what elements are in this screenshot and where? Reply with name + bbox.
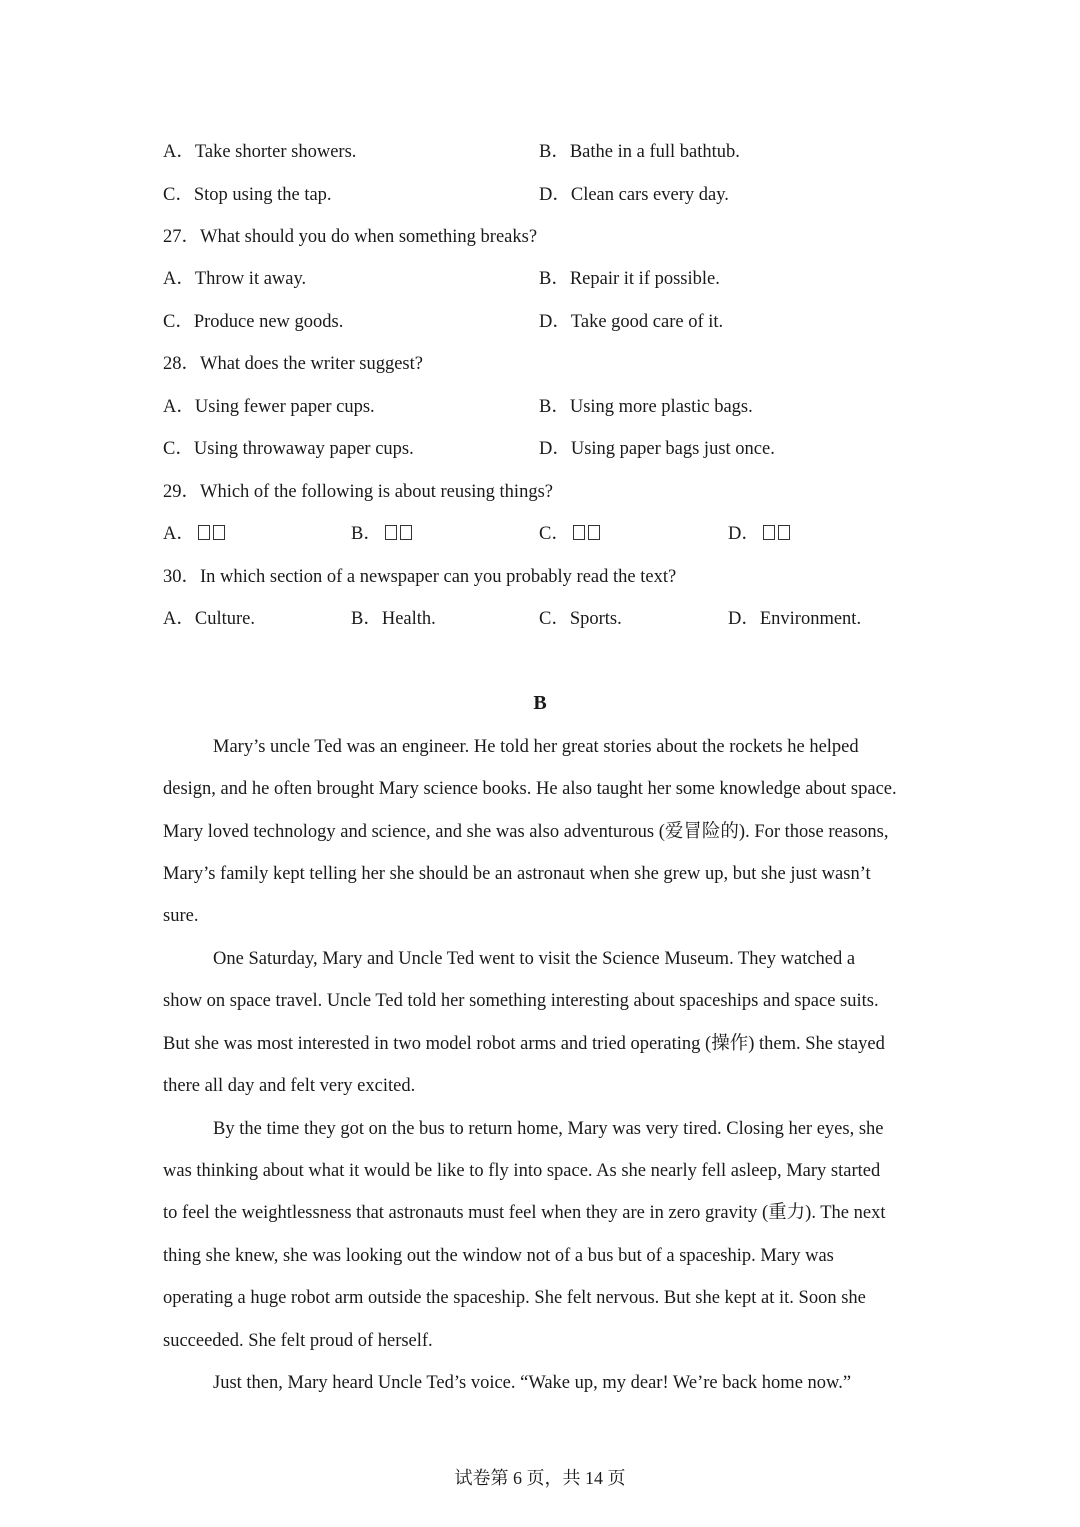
passage-line: to feel the weightlessness that astronauts must feel when they are in zero gravity (重力). The next (163, 1203, 886, 1223)
missing-glyph-icon (778, 525, 790, 540)
q30-option-d: D．Environment. (728, 609, 862, 629)
q27-option-b: B．Repair it if possible. (539, 269, 720, 289)
question-30: 30．In which section of a newspaper can you probably read the text? (163, 567, 677, 587)
q27-option-d: D．Take good care of it. (539, 312, 724, 332)
passage-line: Mary’s family kept telling her she should be an astronaut when she grew up, but she just wasn’t (163, 864, 871, 884)
q26-option-c: C．Stop using the tap. (163, 185, 332, 205)
passage-line: Just then, Mary heard Uncle Ted’s voice. “Wake up, my dear! We’re back home now.” (213, 1373, 852, 1393)
q27-option-c: C．Produce new goods. (163, 312, 344, 332)
passage-line: By the time they got on the bus to return home, Mary was very tired. Closing her eyes, she (213, 1119, 884, 1139)
passage-line: thing she knew, she was looking out the window not of a bus but of a spaceship. Mary was (163, 1246, 834, 1266)
page-footer: 试卷第 6 页，共 14 页 (454, 1468, 626, 1488)
passage-line: operating a huge robot arm outside the spaceship. She felt nervous. But she kept at it. Soon she (163, 1288, 866, 1308)
q29-option-c: C． (539, 522, 600, 546)
missing-glyph-icon (385, 525, 397, 540)
q27-option-a: A．Throw it away. (163, 269, 307, 289)
passage-line: design, and he often brought Mary science books. He also taught her some knowledge about space. (163, 779, 897, 799)
missing-glyph-icon (400, 525, 412, 540)
passage-line: show on space travel. Uncle Ted told her something interesting about spaceships and space suits. (163, 991, 879, 1011)
q28-option-d: D．Using paper bags just once. (539, 439, 775, 459)
q26-option-a: A．Take shorter showers. (163, 142, 357, 162)
passage-line: Mary’s uncle Ted was an engineer. He told her great stories about the rockets he helped (213, 737, 859, 757)
q30-option-c: C．Sports. (539, 609, 622, 629)
question-27: 27．What should you do when something breaks? (163, 227, 538, 247)
missing-glyph-icon (198, 525, 210, 540)
q26-option-d: D．Clean cars every day. (539, 185, 729, 205)
missing-glyph-icon (213, 525, 225, 540)
passage-line: One Saturday, Mary and Uncle Ted went to visit the Science Museum. They watched a (213, 949, 856, 969)
q29-option-b: B． (351, 522, 412, 546)
section-title: B (533, 692, 547, 714)
q28-option-a: A．Using fewer paper cups. (163, 397, 375, 417)
question-28: 28．What does the writer suggest? (163, 354, 423, 374)
passage-line: But she was most interested in two model robot arms and tried operating (操作) them. She stayed (163, 1034, 885, 1054)
q29-option-a: A． (163, 522, 225, 546)
q26-option-b: B．Bathe in a full bathtub. (539, 142, 740, 162)
missing-glyph-icon (763, 525, 775, 540)
passage-line: sure. (163, 906, 199, 926)
q28-option-c: C．Using throwaway paper cups. (163, 439, 414, 459)
passage-line: Mary loved technology and science, and she was also adventurous (爱冒险的). For those reasons, (163, 822, 889, 842)
q30-option-a: A．Culture. (163, 609, 255, 629)
question-29: 29．Which of the following is about reusing things? (163, 482, 553, 502)
missing-glyph-icon (573, 525, 585, 540)
q28-option-b: B．Using more plastic bags. (539, 397, 753, 417)
missing-glyph-icon (588, 525, 600, 540)
q29-option-d: D． (728, 522, 790, 546)
q30-option-b: B．Health. (351, 609, 436, 629)
passage-line: was thinking about what it would be like to fly into space. As she nearly fell asleep, Mary started (163, 1161, 881, 1181)
passage-line: there all day and felt very excited. (163, 1076, 416, 1096)
passage-line: succeeded. She felt proud of herself. (163, 1331, 433, 1351)
